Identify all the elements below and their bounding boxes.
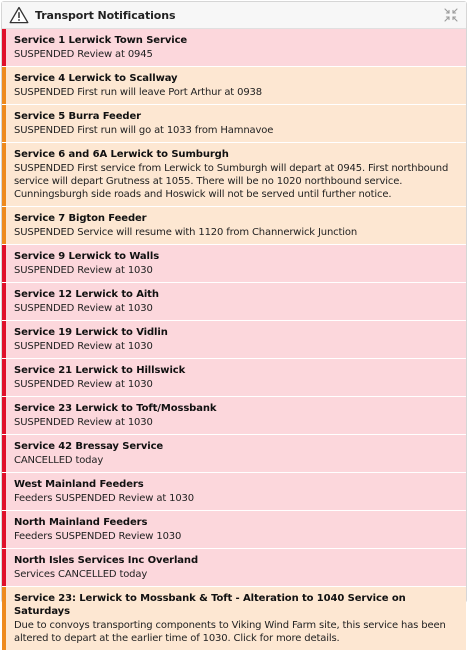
notification-title: North Isles Services Inc Overland [14,555,199,566]
notification-item[interactable] [2,245,466,283]
notification-item[interactable] [2,105,466,143]
notification-detail: SUSPENDED Service will resume with 1120 from Channerwick Junction [14,227,358,238]
notification-detail: SUSPENDED Review at 0945 [14,49,153,60]
notification-detail: SUSPENDED First service from Lerwick to Sumburgh will depart at 0945. First northbound service will depart Grutness at 1055. There will be no 1020 northbound service. Cunningsburgh side roads and Hoswick will not be served until further notice. [14,163,449,200]
notification-detail: SUSPENDED First run will go at 1033 from Hamnavoe [14,125,274,136]
notification-item[interactable] [2,29,466,67]
notification-item[interactable] [2,207,466,245]
warning-triangle-icon [9,6,29,24]
notification-item[interactable] [2,321,466,359]
notification-detail: Due to convoys transporting components to Viking Wind Farm site, this service has been altered to depart at the earlier time of 1030. Click for more details. [14,620,446,644]
notification-detail: Feeders SUSPENDED Review 1030 [14,531,182,542]
notification-detail: SUSPENDED Review at 1030 [14,303,153,314]
notification-item[interactable] [2,397,466,435]
notification-detail: SUSPENDED Review at 1030 [14,379,153,390]
notification-title: Service 42 Bressay Service [14,441,164,452]
notification-title: Service 6 and 6A Lerwick to Sumburgh [14,149,229,160]
notification-title: Service 4 Lerwick to Scallway [14,73,178,84]
notification-item[interactable] [2,143,466,207]
notification-title: Service 1 Lerwick Town Service [14,35,188,46]
notification-list [2,29,466,651]
notification-title: Service 9 Lerwick to Walls [14,251,160,262]
notification-title: Service 5 Burra Feeder [14,111,141,122]
notification-detail: SUSPENDED First run will leave Port Arthur at 0938 [14,87,262,98]
notification-title: Service 23 Lerwick to Toft/Mossbank [14,403,217,414]
notification-item[interactable] [2,283,466,321]
notification-title: West Mainland Feeders [14,479,144,490]
notification-detail: SUSPENDED Review at 1030 [14,417,153,428]
notification-detail: Feeders SUSPENDED Review at 1030 [14,493,194,504]
notification-detail: Services CANCELLED today [14,569,148,580]
notification-title: Service 7 Bigton Feeder [14,213,147,224]
notification-detail: CANCELLED today [14,455,104,466]
notification-item[interactable] [2,511,466,549]
notification-detail: SUSPENDED Review at 1030 [14,341,153,352]
notification-item[interactable] [2,67,466,105]
notification-title: Service 12 Lerwick to Aith [14,289,159,300]
transport-notifications-panel [1,1,467,644]
notification-item[interactable] [2,435,466,473]
collapse-arrows-icon[interactable] [444,8,458,22]
notification-item[interactable] [2,359,466,397]
panel-header [2,2,466,29]
notification-title: Service 19 Lerwick to Vidlin [14,327,168,338]
notification-title: North Mainland Feeders [14,517,148,528]
panel-title: Transport Notifications [35,8,176,22]
notification-title: Service 23: Lerwick to Mossbank & Toft - Alteration to 1040 Service on Saturdays [14,593,406,617]
notification-item[interactable] [2,549,466,587]
notification-detail: SUSPENDED Review at 1030 [14,265,153,276]
notification-title: Service 21 Lerwick to Hillswick [14,365,186,376]
notification-item[interactable] [2,587,466,651]
notification-item[interactable] [2,473,466,511]
